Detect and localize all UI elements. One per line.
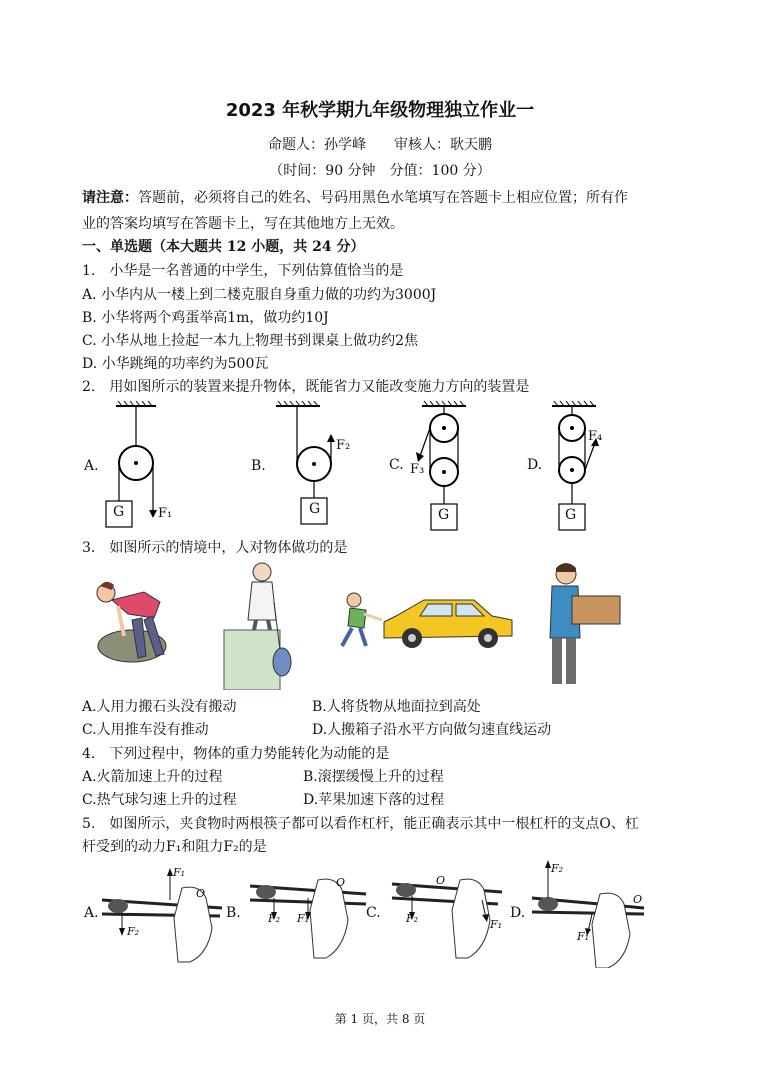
q5-label-a: A. [84,905,99,921]
chopsticks-d [532,860,644,968]
q5-label-c: C. [366,905,381,921]
q3-option-c: C.人用推车没有推动 [82,722,209,738]
q5-b-pivot: O [336,876,346,889]
page-number: 第 1 页，共 8 页 [334,1012,426,1026]
notice-line-1 [82,187,628,207]
q1-option-a: A. 小华内从一楼上到二楼克服自身重力做的功约为3000J [82,287,437,303]
q2-force-f3: F₃ [410,462,425,477]
q4-option-d: D.苹果加速下落的过程 [303,792,445,808]
q5-c-f1: F₁ [490,918,503,931]
time-score-line: （时间：90 分钟 分值：100 分） [269,163,491,179]
q1-option-c: C. 小华从地上捡起一本九上物理书到课桌上做功约2焦 [82,333,419,349]
q5-b-f2: F₂ [268,912,281,925]
q4-option-b: B.滚摆缓慢上升的过程 [303,769,444,785]
q1-stem: 1. 小华是一名普通的中学生，下列估算值恰当的是 [82,263,404,279]
q5-a-pivot: O [196,887,206,900]
q2-label-c: C. [389,457,404,473]
q5-a-f1: F₁ [173,866,186,879]
q5-stem-line-1: 5. 如图所示，夹食物时两根筷子都可以看作杠杆，能正确表示其中一根杠杆的支点O、杠 [82,816,639,832]
pulley-b [276,401,335,524]
scene-push-car [342,593,512,648]
q2-force-f4: F₄ [588,429,603,444]
q5-d-f1: F₁ [577,930,590,943]
notice-line-2: 业的答案均填写在答题卡上，写在其他地方上无效。 [82,216,404,232]
q2-force-f2: F₂ [336,438,351,453]
q4-option-c: C.热气球匀速上升的过程 [82,792,237,808]
q2-force-f1: F₁ [158,506,173,521]
q1-option-d: D. 小华跳绳的功率约为500瓦 [82,356,269,372]
authors-line: 命题人：孙学峰 审核人：耿天鹏 [268,137,492,153]
q3-option-b: B.人将货物从地面拉到高处 [312,699,481,715]
page-title: 2023 年秋学期九年级物理独立作业一 [225,100,535,121]
q2-label-a: A. [84,458,99,474]
q5-stem-line-2: 杆受到的动力F₁和阻力F₂的是 [82,839,267,855]
q4-stem: 4. 下列过程中，物体的重力势能转化为动能的是 [82,746,390,762]
q1-option-b: B. 小华将两个鸡蛋举高1m，做功约10J [82,310,329,326]
scene-carry-box [550,563,620,684]
scene-lift-rock [97,582,166,662]
q2-stem: 2. 用如图所示的装置来提升物体，既能省力又能改变施力方向的装置是 [82,379,530,395]
q5-label-d: D. [510,905,526,921]
q5-b-f1: F₁ [297,912,310,925]
q2-weight-c: G [438,507,450,523]
chopsticks-a [102,868,222,962]
q5-c-f2: F₂ [406,912,419,925]
section-heading: 一、单选题（本大题共 12 小题，共 24 分） [82,239,365,255]
q5-d-f2: F₂ [551,862,564,875]
scene-pull-cargo [224,563,291,690]
q2-weight-d: G [565,507,577,523]
notice-label: 请注意： [82,190,138,206]
q5-c-pivot: O [436,874,446,887]
q3-stem: 3. 如图所示的情境中，人对物体做功的是 [82,540,348,556]
q2-weight-a: G [113,504,125,520]
q3-scenes-figure [82,558,642,690]
q2-label-d: D. [527,457,543,473]
notice-text-1: 答题前，必须将自己的姓名、号码用黑色水笔填写在答题卡上相应位置；所有作 [138,190,628,206]
q4-option-a: A.火箭加速上升的过程 [82,769,223,785]
q2-label-b: B. [251,458,266,474]
q5-label-b: B. [226,905,241,921]
q5-a-f2: F₂ [127,925,140,938]
q2-weight-b: G [309,501,321,517]
q5-d-pivot: O [633,893,643,906]
q3-option-d: D.人搬箱子沿水平方向做匀速直线运动 [312,722,552,738]
q3-option-a: A.人用力搬石头没有搬动 [82,699,237,715]
